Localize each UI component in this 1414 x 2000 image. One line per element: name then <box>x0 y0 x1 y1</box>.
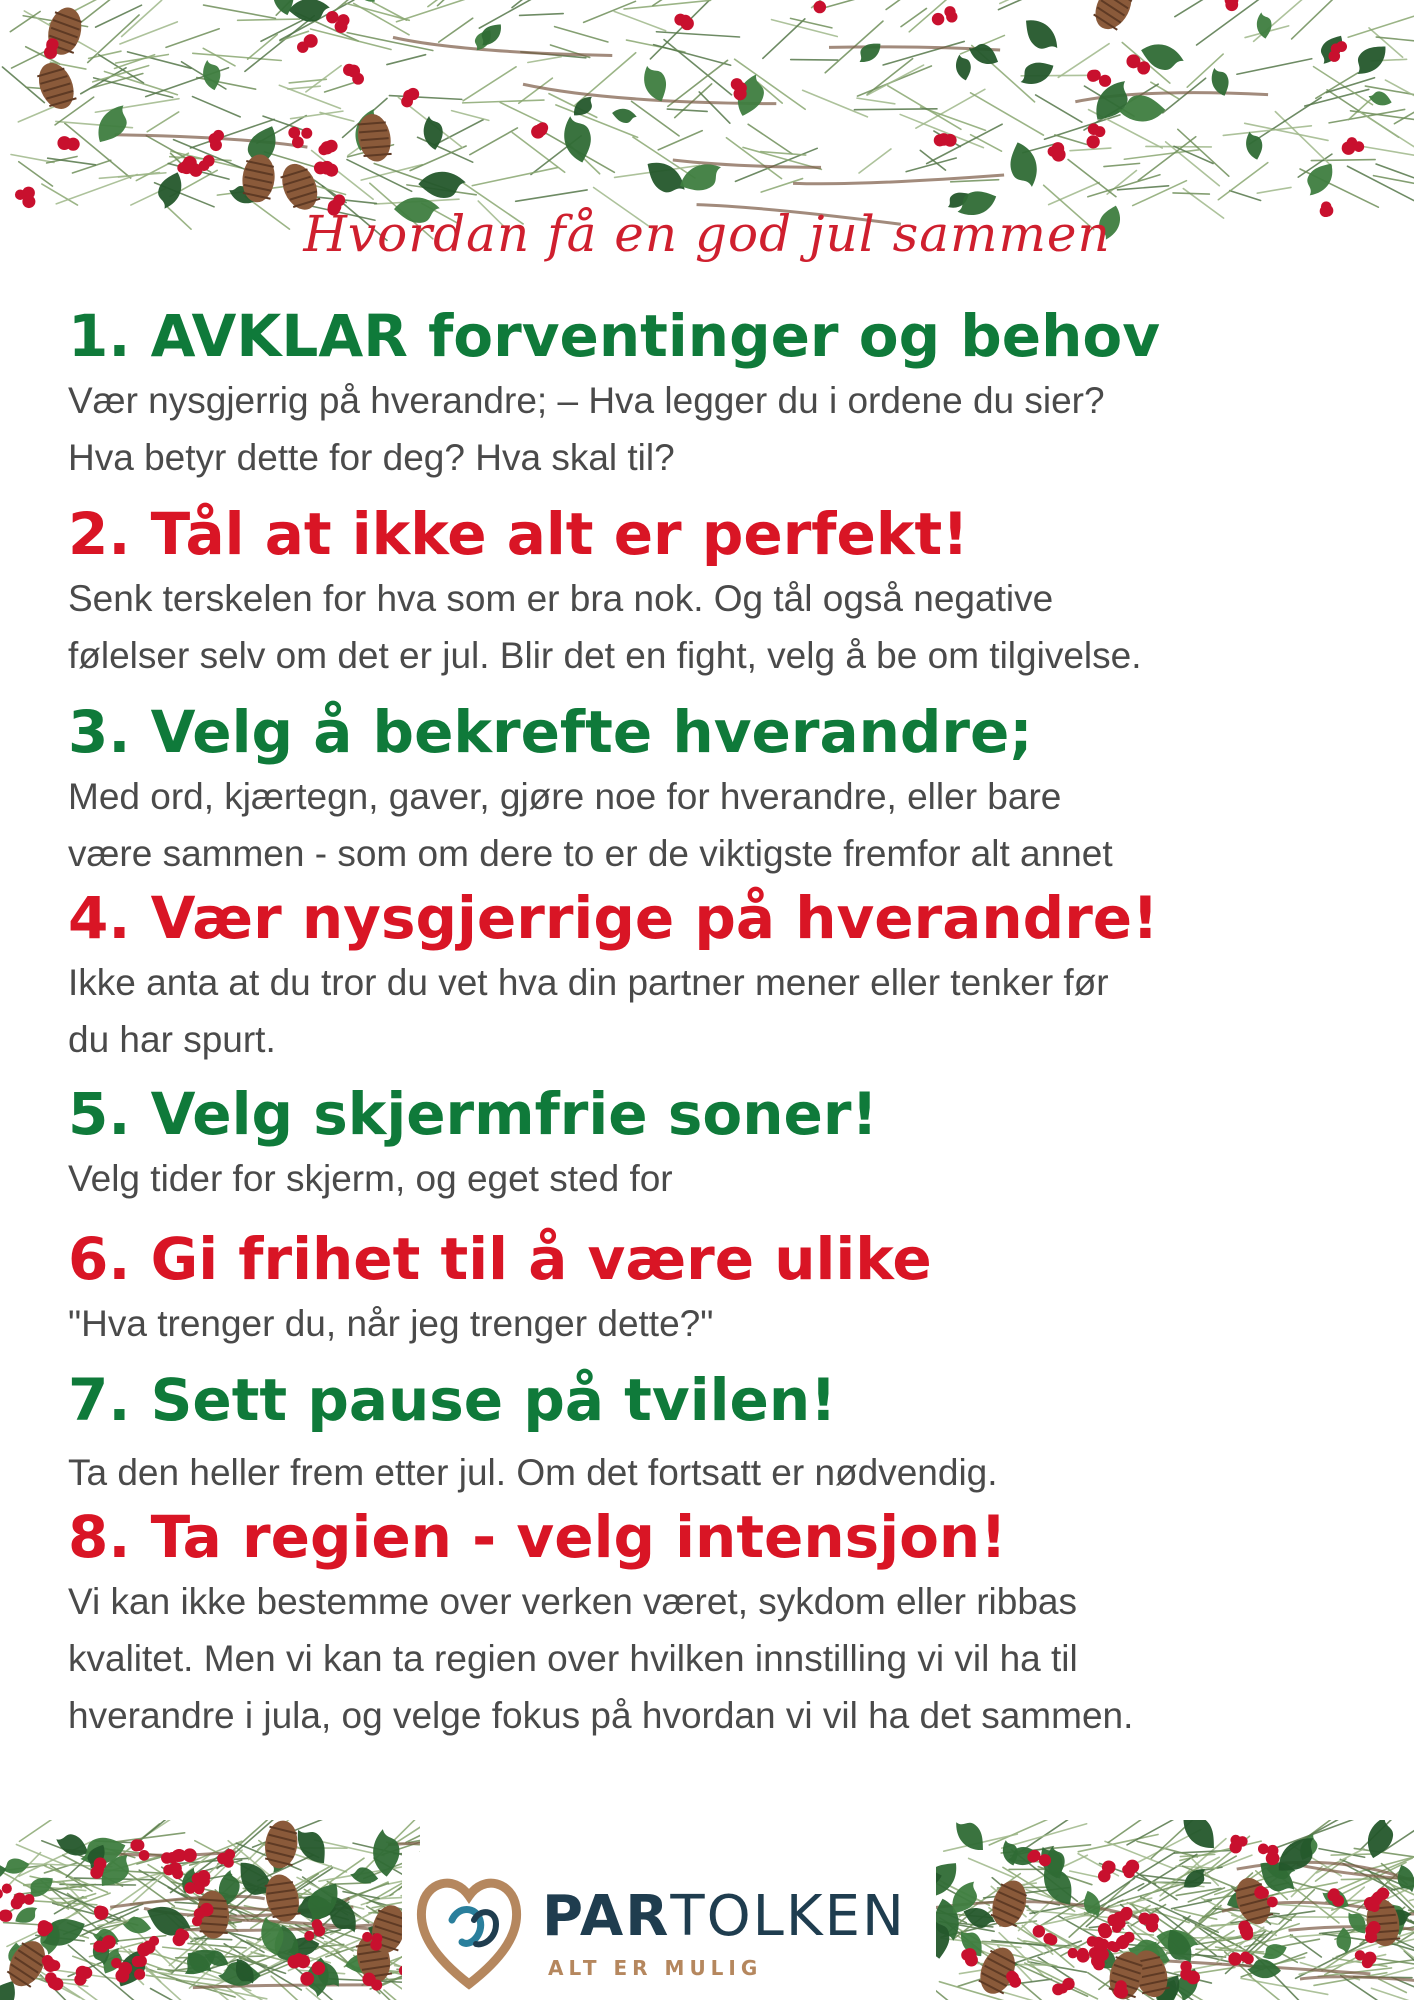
partolken-logo <box>402 1852 936 2000</box>
tip-6 <box>68 1223 1368 1352</box>
tip-7 <box>68 1364 1368 1501</box>
tip-4 <box>68 882 1368 1068</box>
christmas-garland-bottom-left <box>0 1820 420 2000</box>
tip-heading: 7. Sett pause på tvilen! <box>68 1366 837 1434</box>
tip-body-line: Velg tider for skjerm, og eget sted for <box>68 1158 673 1199</box>
tip-1 <box>68 300 1368 486</box>
tip-body-line: du har spurt. <box>68 1019 276 1060</box>
tips-list <box>68 300 1368 1744</box>
tip-heading: 3. Velg å bekrefte hverandre; <box>68 698 1033 766</box>
tip-heading: 2. Tål at ikke alt er perfekt! <box>68 500 969 568</box>
tip-3 <box>68 696 1368 882</box>
tip-heading: 1. AVKLAR forventinger og behov <box>68 302 1161 370</box>
tip-2 <box>68 498 1368 684</box>
tip-heading: 8. Ta regien - velg intensjon! <box>68 1503 1007 1571</box>
tip-body-line: følelser selv om det er jul. Blir det en fight, velg å be om tilgivelse. <box>68 635 1142 676</box>
tip-body-line: Vi kan ikke bestemme over verken været, sykdom eller ribbas <box>68 1581 1077 1622</box>
tip-body-line: Vær nysgjerrig på hverandre; – Hva legger du i ordene du sier? <box>68 380 1105 421</box>
tip-body-line: Hva betyr dette for deg? Hva skal til? <box>68 437 675 478</box>
heart-logo-icon <box>414 1862 524 1992</box>
tip-body-line: Senk terskelen for hva som er bra nok. Og tål også negative <box>68 578 1054 619</box>
tip-8 <box>68 1501 1368 1744</box>
tip-body-line: Med ord, kjærtegn, gaver, gjøre noe for hverandre, eller bare <box>68 776 1062 817</box>
tip-body-line: Ikke anta at du tror du vet hva din partner mener eller tenker før <box>68 962 1109 1003</box>
tip-body-line: hverandre i jula, og velge fokus på hvordan vi vil ha det sammen. <box>68 1695 1134 1736</box>
logo-tagline: ALT ER MULIG <box>548 1956 763 1980</box>
tip-heading: 4. Vær nysgjerrige på hverandre! <box>68 884 1159 952</box>
logo-wordmark: PARTOLKEN <box>542 1884 906 1949</box>
tip-body-line: Ta den heller frem etter jul. Om det fortsatt er nødvendig. <box>68 1452 998 1493</box>
tip-heading: 6. Gi frihet til å være ulike <box>68 1225 932 1293</box>
tip-body-line: "Hva trenger du, når jeg trenger dette?" <box>68 1303 714 1344</box>
tip-5 <box>68 1078 1368 1207</box>
tip-body-line: være sammen - som om dere to er de viktigste fremfor alt annet <box>68 833 1113 874</box>
christmas-garland-bottom-right <box>930 1820 1414 2000</box>
tip-heading: 5. Velg skjermfrie soner! <box>68 1080 878 1148</box>
page-title: Hvordan få en god jul sammen <box>303 205 1111 263</box>
tip-body-line: kvalitet. Men vi kan ta regien over hvilken innstilling vi vil ha til <box>68 1638 1078 1679</box>
